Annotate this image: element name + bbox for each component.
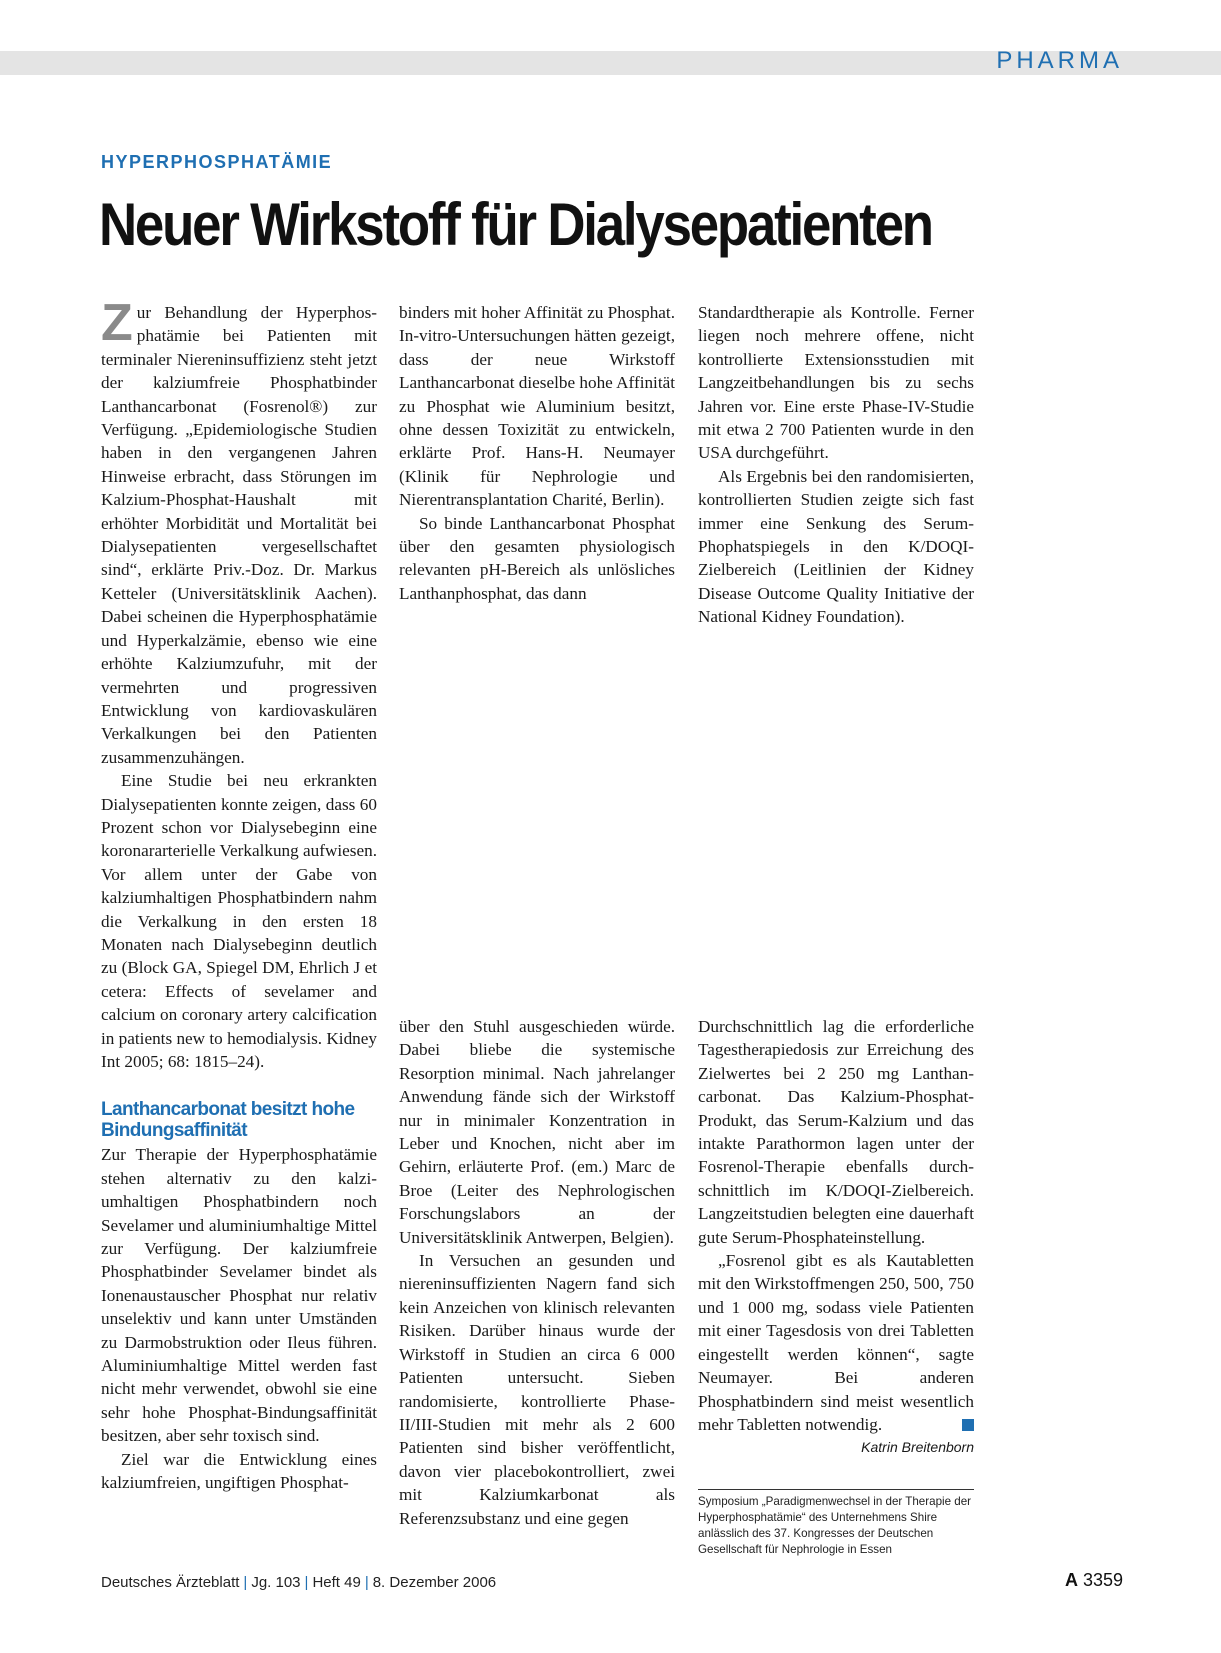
page-prefix: A <box>1064 1570 1078 1590</box>
page-number-value: 3359 <box>1082 1570 1123 1590</box>
column-1 <box>101 294 377 1495</box>
paragraph: Standardtherapie als Kontrolle. Ferner liegen noch mehrere offene, nicht kontrollierte Extensionsstudien mit Langzeitbehandlungen bis zu sechs Jahren vor. Eine erste Phase-IV-Studie mit etwa 2 700 Patienten wurde in den USA durchgeführt. <box>698 303 974 463</box>
footer-citation <box>101 1574 496 1591</box>
issue-date: 8. Dezember 2006 <box>372 1574 497 1591</box>
paragraph-text: ur Behandlung der Hyperphosphatämie bei Patienten mit terminaler Niereninsuffizienz steht jetzt der kalziumfreie Phosphatbinder Lanthancarbonat (Fosrenol®) zur Verfügung. „Epidemiologische Studien haben in den vergangenen Jahren Hinweise erbracht, dass Störungen im Kalzium-Phosphat-Haushalt mit erhöhter Morbidität und Mortalität bei Dialysepatienten vergesellschaftet sind“, erklärte Priv.-Doz. Dr. Markus Ketteler (Universitätsklinik Aachen). Dabei scheinen die Hyperphosphatämie und Hyperkalzämie, ebenso wie eine erhöhte Kalziumzufuhr, mit der vermehrten und progressiven Entwicklung von kardiovaskulären Verkalkungen bei den Patienten zusammenzuhängen. <box>101 303 377 767</box>
column-2-bottom <box>399 1015 675 1530</box>
drop-cap: Z <box>101 294 133 352</box>
paragraph <box>698 1249 974 1436</box>
paragraph: Eine Studie bei neu erkrankten Dialysepatienten konnte zeigen, dass 60 Prozent schon vor Dialysebeginn eine koronararterielle Verkalkung aufwiesen. Vor allem unter der Gabe von kalziumhaltigen Phosphatbindern nahm die Verkalkung in den ersten 18 Monaten nach Dialysebeginn deutlich zu (Block GA, Spiegel DM, Ehrlich J et cetera: Effects of sevelamer and calcium on coronary artery calcification in patients new to hemodialysis. Kidney Int 2005; 68: 1815–24). <box>101 771 377 1071</box>
volume: Jg. 103 <box>251 1574 301 1591</box>
journal-name: Deutsches Ärzteblatt <box>101 1574 240 1591</box>
paragraph <box>101 294 377 769</box>
author-name: Katrin Breitenborn <box>861 1439 974 1456</box>
paragraph: Als Ergebnis bei den randomisierten, kontrollierten Studien zeigte sich fast immer eine Senkung des Serum-Phophatspiegels in den K/DOQI-Zielbereich (Leitlinien der Kidney Disease Outcome Quality Initiative der National Kidney Foundation). <box>698 466 974 627</box>
issue: Heft 49 <box>312 1574 361 1591</box>
separator: | <box>304 1574 309 1591</box>
paragraph: So binde Lanthancarbonat Phosphat über den gesamten physiologisch relevanten pH-Bereich als unlösliches Lanthanphosphat, das dann <box>399 513 675 603</box>
section-label: PHARMA <box>996 47 1123 74</box>
separator: | <box>243 1574 248 1591</box>
paragraph: Durchschnittlich lag die erforderliche Tagestherapiedosis zur Erreichung des Zielwertes bei 2 250 mg Lanthancarbonat. Das Kalzium-Phosphat-Produkt, das Serum-Kalzium und das intakte Parathormon lagen unter der Fosrenol-Therapie ebenfalls durchschnittlich im K/DOQI-Zielbereich. Langzeitstudien belegten eine dauerhaft gute Serum-Phosphateinstellung. <box>698 1017 974 1247</box>
paragraph: über den Stuhl ausgeschieden würde. Dabei bliebe die systemische Resorption minimal. Nach jahrelanger Anwendung fände sich der Wirkstoff nur in minimaler Konzentration in Leber und Knochen, nicht aber im Gehirn, erläuterte Prof. (em.) Marc de Broe (Leiter des Nephrologischen Forschungslabors an der Universitätsklinik Antwerpen, Belgien). <box>399 1017 675 1247</box>
article-kicker: HYPERPHOSPHATÄMIE <box>101 152 333 172</box>
paragraph: binders mit hoher Affinität zu Phosphat. In-vitro-Untersuchungen hätten gezeigt, dass der neue Wirkstoff Lanthancarbonat dieselbe hohe Affinität zu Phosphat wie Aluminium besitzt, ohne dessen Toxizität zu entwickeln, erklärte Prof. Hans-H. Neumayer (Klinik für Nephrologie und Nierentransplantation Charité, Berlin). <box>399 303 676 510</box>
paragraph: In Versuchen an gesunden und niereninsuffizienten Nagern fand sich kein Anzeichen von klinisch relevanten Risiken. Darüber hinaus wurde der Wirkstoff in Studien an circa 6 000 Patienten untersucht. Sieben randomisierte, kontrollierte Phase-II/III-Studien mit mehr als 2 600 Patienten sind bisher veröffentlicht, davon vier placebokontrolliert, zwei mit Kalziumkarbonat als Referenzsubstanz und eine gegen <box>399 1251 675 1528</box>
paragraph: Zur Therapie der Hyperphosphatämie stehen alternativ zu den kalziumhaltigen Phosphatbindern noch Sevelamer und aluminiumhaltige Mittel zur Verfügung. Der kalziumfreie Phosphatbinder Sevelamer bindet als Ionenaustauscher Phosphat nur relativ unselektiv und kann unter Umständen zu Darmobstruktion oder Ileus führen. Aluminiumhaltige Mittel werden fast nicht mehr verwendet, obwohl sie eine sehr hohe Phosphat-Bindungsaffinität besitzen, aber sehr toxisch sind. <box>101 1145 377 1446</box>
end-of-article-icon <box>962 1419 974 1431</box>
source-note: Symposium „Paradigmenwechsel in der Therapie der Hyperphosphatämie“ des Unternehmens Shire anlässlich des 37. Kongresses der Deutschen Gesellschaft für Nephrologie in Essen <box>698 1489 974 1558</box>
article-title: Neuer Wirkstoff für Dialysepatienten <box>99 191 932 258</box>
column-3-top <box>698 301 974 629</box>
paragraph: Ziel war die Entwicklung eines kalziumfreien, ungiftigen Phosphat- <box>101 1449 377 1493</box>
column-3-bottom <box>698 1015 974 1458</box>
separator: | <box>364 1574 369 1591</box>
column-2-top <box>399 301 675 605</box>
subheading: Lanthancarbonat besitzt hohe Bindungsaffinität <box>101 1099 355 1142</box>
page-number <box>1065 1570 1123 1591</box>
paragraph-text: „Fosrenol gibt es als Kautabletten mit den Wirkstoffmengen 250, 500, 750 und 1 000 mg, sodass viele Patienten mit einer Tagesdosis von drei Tabletten eingestellt werden können“, sagte Neumayer. Bei anderen Phosphatbindern sind meist wesentlich mehr Tabletten notwendig. <box>698 1251 974 1434</box>
